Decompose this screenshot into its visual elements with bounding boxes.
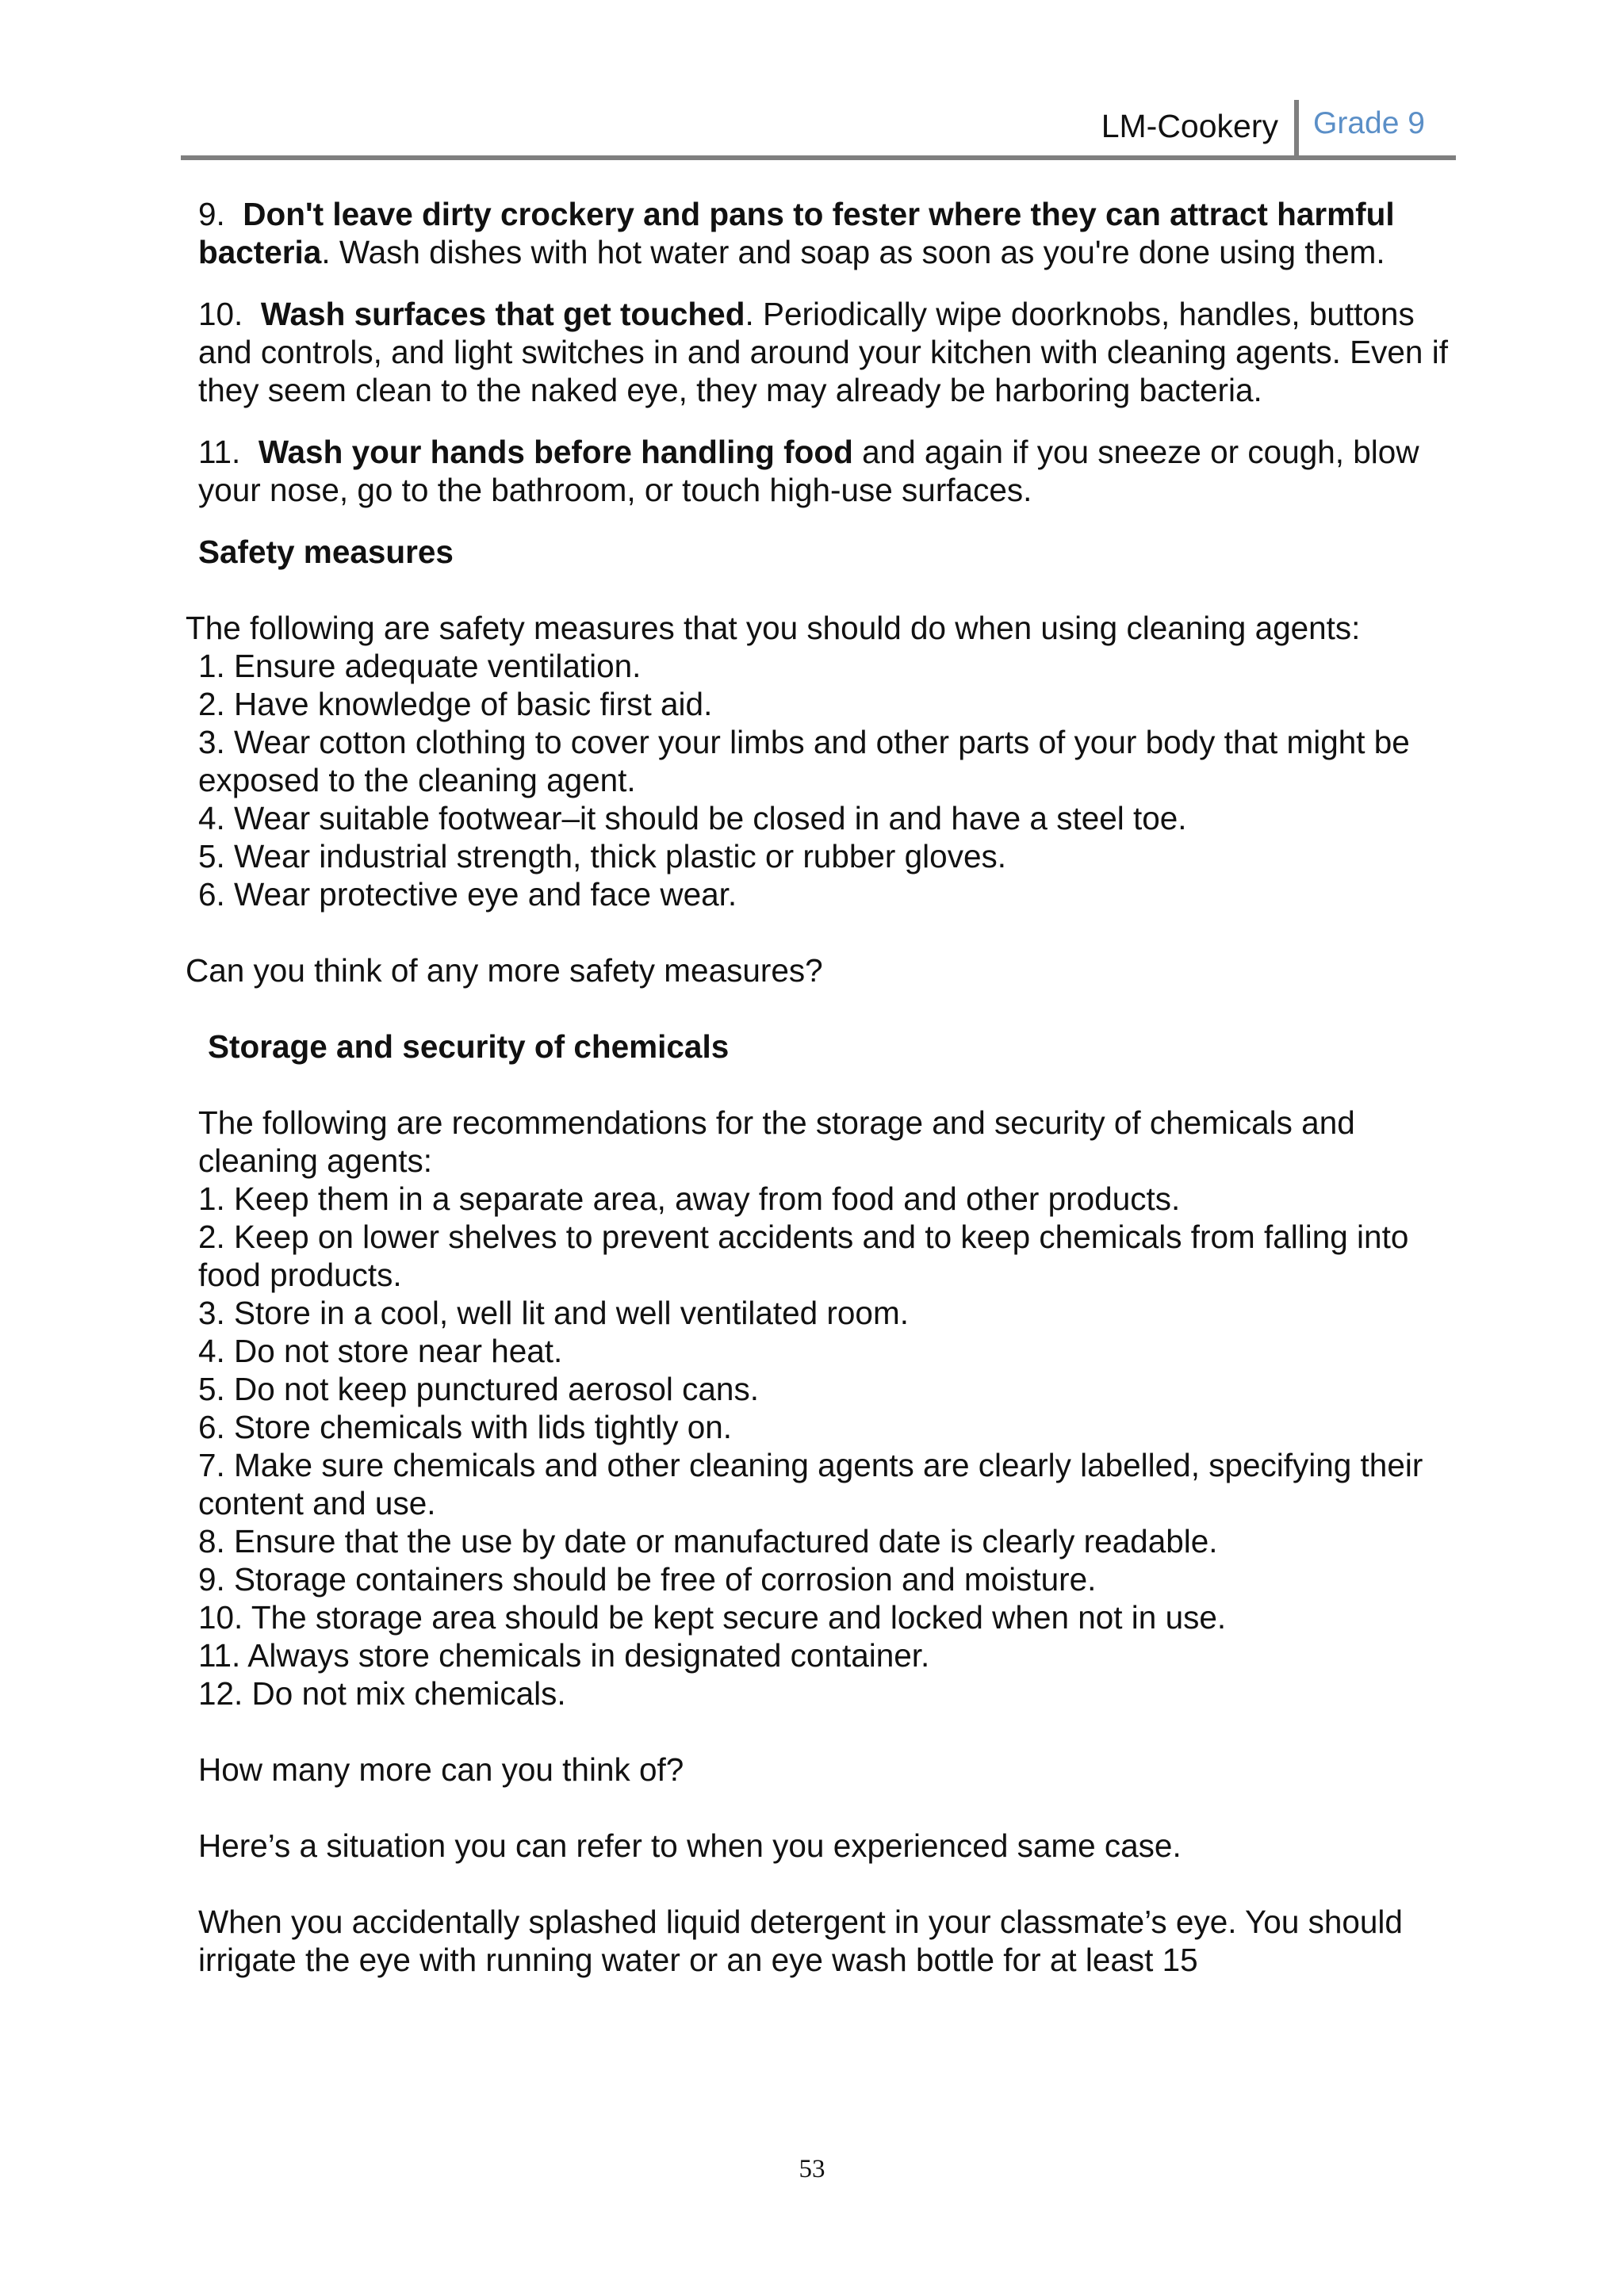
list-item: 2. Keep on lower shelves to prevent accidents and to keep chemicals from falling into food products.: [198, 1219, 1409, 1293]
storage-question: How many more can you think of?: [198, 1751, 684, 1788]
tip-text: . Periodically wipe doorknobs, handles, buttons and controls, and light switches in and around your kitchen with cleaning agents. Even if they seem clean to the naked eye, they may already be harboring bacteria.: [198, 296, 1448, 408]
list-item: 6. Store chemicals with lids tightly on.: [198, 1409, 733, 1445]
list-item: 4. Wear suitable footwear–it should be closed in and have a steel toe.: [198, 800, 1187, 836]
page-content: [186, 195, 1454, 1979]
safety-list: [186, 647, 1454, 913]
safety-heading: Safety measures: [198, 534, 454, 570]
tip-item-10: [186, 295, 1454, 409]
tip-item-11: [186, 433, 1454, 509]
storage-intro: The following are recommendations for the storage and security of chemicals and cleaning agents:: [198, 1104, 1355, 1179]
list-item: 3. Store in a cool, well lit and well ventilated room.: [198, 1295, 909, 1331]
list-item: 5. Do not keep punctured aerosol cans.: [198, 1371, 759, 1407]
tip-number: 10.: [198, 296, 243, 332]
header-grade-label: Grade 9: [1313, 106, 1425, 140]
list-item: 2. Have knowledge of basic first aid.: [198, 686, 713, 722]
list-item: 4. Do not store near heat.: [198, 1333, 563, 1369]
list-item: 5. Wear industrial strength, thick plastic or rubber gloves.: [198, 838, 1006, 874]
tip-bold-text: Wash surfaces that get touched: [260, 296, 745, 332]
page-number: 53: [799, 2155, 825, 2183]
safety-intro: The following are safety measures that you should do when using cleaning agents:: [186, 610, 1361, 646]
list-item: 1. Ensure adequate ventilation.: [198, 648, 642, 684]
list-item: 1. Keep them in a separate area, away from food and other products.: [198, 1181, 1181, 1217]
list-item: 8. Ensure that the use by date or manufactured date is clearly readable.: [198, 1523, 1218, 1559]
list-item: 9. Storage containers should be free of corrosion and moisture.: [198, 1561, 1097, 1598]
safety-question: Can you think of any more safety measures?: [186, 952, 823, 989]
storage-list: [186, 1180, 1454, 1712]
storage-heading: Storage and security of chemicals: [208, 1028, 730, 1065]
tip-number: 11.: [198, 434, 241, 470]
tip-text: and again if you sneeze or cough, blow your nose, go to the bathroom, or touch high-use surfaces.: [198, 434, 1419, 508]
header-course-title: LM-Cookery: [1101, 108, 1278, 144]
header-divider: [1294, 100, 1299, 160]
list-item: 6. Wear protective eye and face wear.: [198, 876, 737, 913]
list-item: 11. Always store chemicals in designated container.: [198, 1637, 930, 1674]
tip-bold-text: Wash your hands before handling food: [258, 434, 853, 470]
list-item: 7. Make sure chemicals and other cleaning agents are clearly labelled, specifying their content and use.: [198, 1447, 1423, 1521]
header-rule: [181, 155, 1456, 160]
situation-text: When you accidentally splashed liquid detergent in your classmate’s eye. You should irrigate the eye with running water or an eye wash bottle for at least 15: [198, 1904, 1403, 1978]
list-item: 10. The storage area should be kept secure and locked when not in use.: [198, 1599, 1227, 1636]
list-item: 3. Wear cotton clothing to cover your limbs and other parts of your body that might be exposed to the cleaning agent.: [198, 724, 1410, 798]
tip-number: 9.: [198, 196, 225, 232]
page-header: [181, 94, 1456, 160]
situation-intro: Here’s a situation you can refer to when you experienced same case.: [198, 1827, 1182, 1864]
tip-item-9: [186, 195, 1454, 271]
tip-bold-text: Don't leave dirty crockery and pans to fester where they can attract harmful bacteria: [198, 196, 1395, 270]
tip-text: . Wash dishes with hot water and soap as soon as you're done using them.: [321, 234, 1385, 270]
list-item: 12. Do not mix chemicals.: [198, 1675, 566, 1712]
